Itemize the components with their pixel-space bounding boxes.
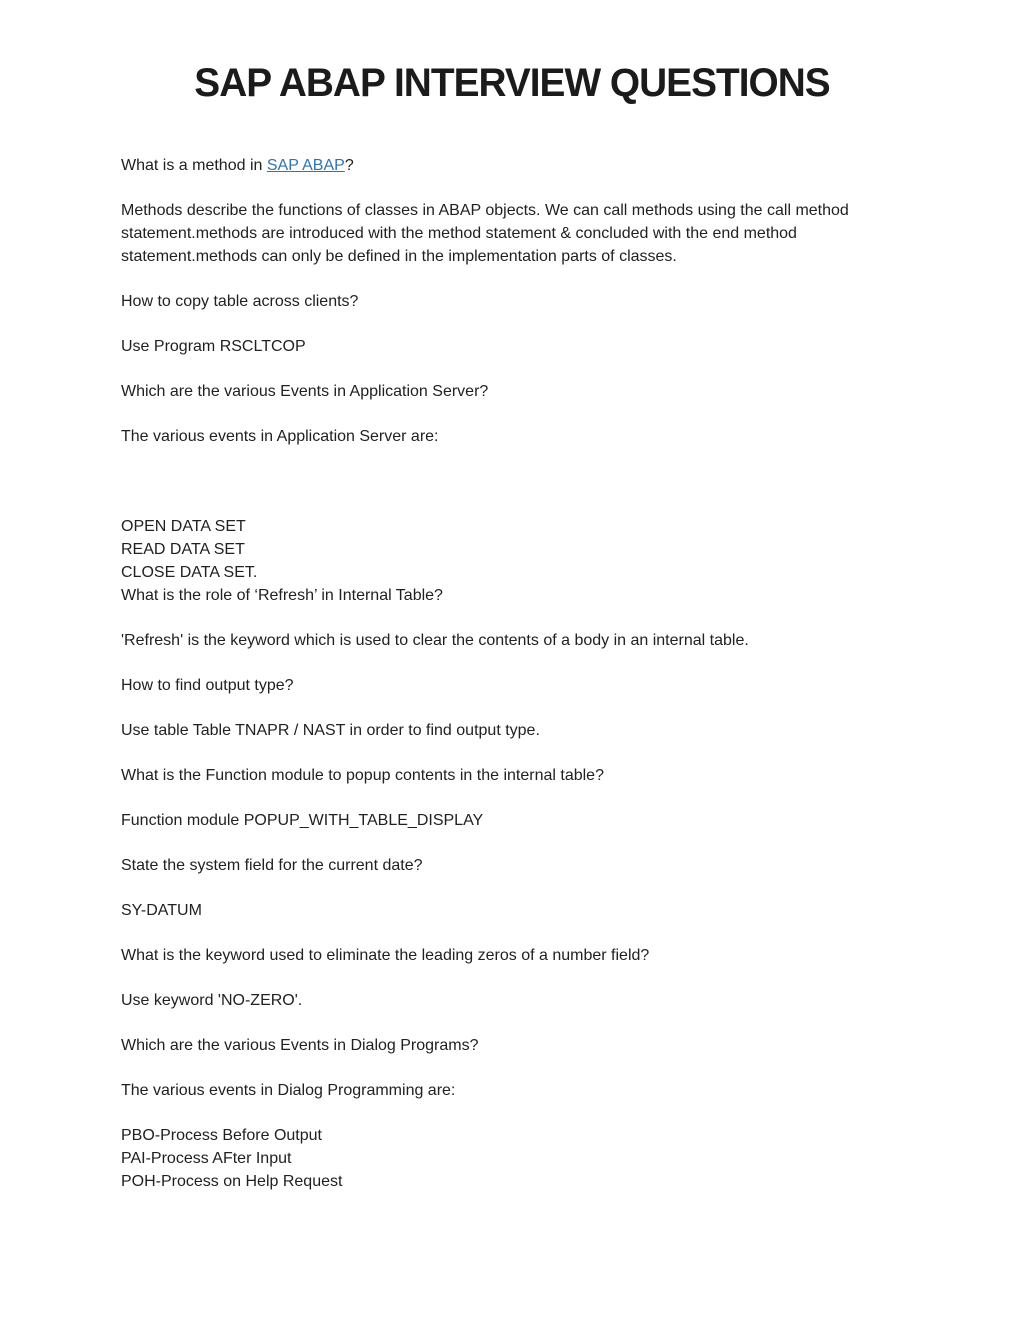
answer-method-definition xyxy=(121,199,921,268)
answer-method-line: statement.methods are introduced with the method statement & concluded with the end method xyxy=(121,225,797,242)
question-what-is-method-suffix: ? xyxy=(344,157,354,174)
dialog-event-item: PAI-Process AFter Input xyxy=(121,1150,292,1167)
question-events-app-server: Which are the various Events in Application Server? xyxy=(121,383,489,400)
sap-abap-link[interactable]: SAP ABAP xyxy=(266,157,345,174)
document-body xyxy=(121,154,921,1193)
question-leading-zeros: What is the keyword used to eliminate the leading zeros of a number field? xyxy=(121,947,650,964)
question-current-date: State the system field for the current date? xyxy=(121,857,423,874)
answer-copy-table: Use Program RSCLTCOP xyxy=(121,338,306,355)
question-popup-module: What is the Function module to popup contents in the internal table? xyxy=(121,767,604,784)
dialog-events-list xyxy=(121,1124,921,1193)
dialog-event-item: POH-Process on Help Request xyxy=(121,1173,343,1190)
answer-output-type: Use table Table TNAPR / NAST in order to find output type. xyxy=(121,722,540,739)
question-what-is-method-prefix: What is a method in xyxy=(121,157,267,174)
answer-leading-zeros: Use keyword 'NO-ZERO'. xyxy=(121,992,303,1009)
answer-dialog-events: The various events in Dialog Programming are: xyxy=(121,1082,456,1099)
answer-method-line: Methods describe the functions of classes in ABAP objects. We can call methods using the call method xyxy=(121,202,849,219)
answer-popup-module: Function module POPUP_WITH_TABLE_DISPLAY xyxy=(121,812,484,829)
question-output-type: How to find output type? xyxy=(121,677,294,694)
answer-events-app-server: The various events in Application Server are: xyxy=(121,428,439,445)
answer-refresh-role: 'Refresh' is the keyword which is used to clear the contents of a body in an internal table. xyxy=(121,632,749,649)
question-dialog-events: Which are the various Events in Dialog Programs? xyxy=(121,1037,479,1054)
document-title: SAP ABAP INTERVIEW QUESTIONS xyxy=(194,61,830,105)
dataset-event-item: CLOSE DATA SET. xyxy=(121,564,258,581)
question-what-is-method xyxy=(121,154,921,177)
answer-method-line: statement.methods can only be defined in the implementation parts of classes. xyxy=(121,248,677,265)
question-refresh-role: What is the role of ‘Refresh’ in Internal Table? xyxy=(121,587,443,604)
dataset-events-list xyxy=(121,515,921,607)
dataset-event-item: READ DATA SET xyxy=(121,541,245,558)
question-copy-table: How to copy table across clients? xyxy=(121,293,359,310)
answer-current-date: SY-DATUM xyxy=(121,902,202,919)
dataset-event-item: OPEN DATA SET xyxy=(121,518,246,535)
dialog-event-item: PBO-Process Before Output xyxy=(121,1127,322,1144)
